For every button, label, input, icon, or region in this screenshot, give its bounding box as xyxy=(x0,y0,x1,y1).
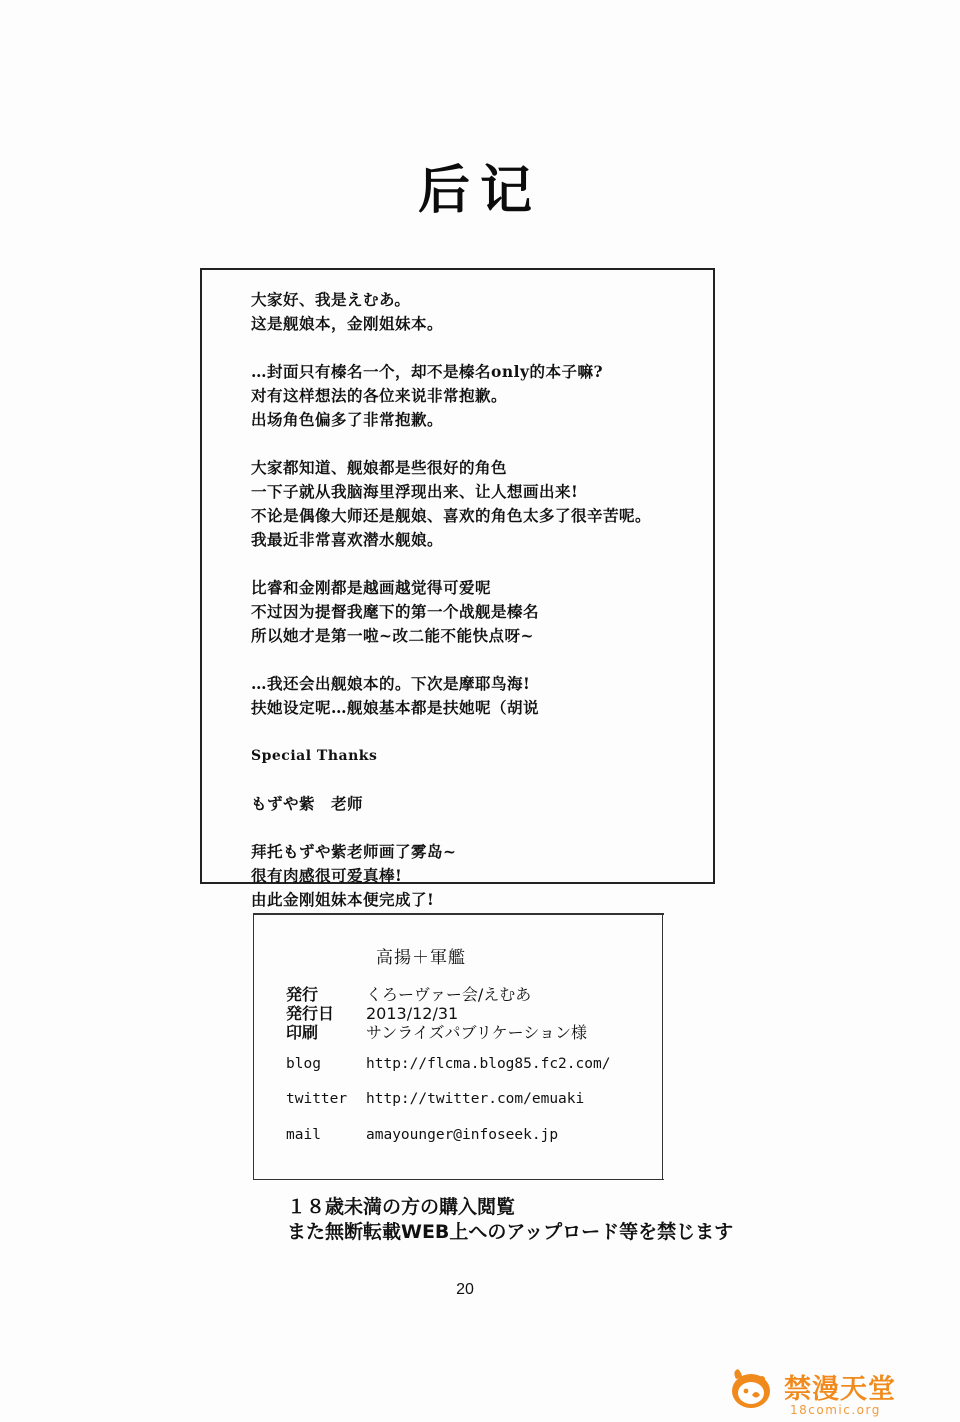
blog-row xyxy=(286,1056,610,1072)
watermark-url: 18comic.org xyxy=(790,1403,881,1417)
colophon-bottom-border xyxy=(253,1179,664,1181)
thanks-name: もずや紫 老师 xyxy=(251,794,364,813)
watermark-name: 禁漫天堂 xyxy=(784,1374,896,1405)
date-value: 2013/12/31 xyxy=(366,1004,459,1023)
afterword-line: 对有这样想法的各位来说非常抱歉。 xyxy=(251,386,508,405)
printer-row xyxy=(286,1020,587,1043)
publisher-label: 発行 xyxy=(286,985,319,1004)
mail-address[interactable]: amayounger@infoseek.jp xyxy=(366,1127,559,1143)
afterword-line: …封面只有榛名一个，却不是榛名only的本子嘛? xyxy=(251,362,604,381)
afterword-text xyxy=(251,288,711,936)
thanks-name-block xyxy=(251,792,711,816)
afterword-paragraph xyxy=(251,360,711,432)
colophon-box xyxy=(253,913,663,1180)
afterword-closing xyxy=(251,840,711,912)
afterword-line: 不过因为提督我麾下的第一个战舰是榛名 xyxy=(251,602,540,621)
site-watermark xyxy=(728,1365,928,1420)
mail-row xyxy=(286,1127,558,1143)
afterword-line: 大家都知道、舰娘都是些很好的角色 xyxy=(251,458,508,477)
twitter-row xyxy=(286,1091,584,1107)
age-notice xyxy=(287,1195,733,1245)
page-number: 20 xyxy=(456,1281,474,1298)
afterword-line: 拜托もずや紫老师画了雾岛~ xyxy=(251,842,457,861)
twitter-label: twitter xyxy=(286,1091,348,1107)
special-thanks-block xyxy=(251,744,711,768)
afterword-line: 很有肉感很可爱真棒! xyxy=(251,866,403,885)
afterword-box xyxy=(200,268,715,909)
afterword-paragraph xyxy=(251,576,711,648)
box-top-border xyxy=(200,268,715,270)
afterword-line: 不论是偶像大师还是舰娘、喜欢的角色太多了很辛苦呢。 xyxy=(251,506,652,525)
printer-label: 印刷 xyxy=(286,1023,319,1042)
book-title: 高揚＋軍艦 xyxy=(376,948,466,968)
colophon-top-border xyxy=(253,913,664,915)
afterword-paragraph xyxy=(251,288,711,336)
afterword-line: …我还会出舰娘本的。下次是摩耶鸟海! xyxy=(251,674,531,693)
afterword-paragraph xyxy=(251,456,711,552)
date-label: 発行日 xyxy=(286,1004,335,1023)
afterword-line: 这是舰娘本，金刚姐妹本。 xyxy=(251,314,444,333)
afterword-paragraph xyxy=(251,672,711,720)
publisher-value: くろーヴァー会/えむあ xyxy=(366,985,532,1004)
printer-value: サンライズパブリケーション様 xyxy=(366,1023,587,1042)
page-title: 后记 xyxy=(417,161,542,221)
afterword-line: 所以她才是第一啦~改二能不能快点呀~ xyxy=(251,626,534,645)
mail-label: mail xyxy=(286,1127,321,1143)
afterword-line: 比睿和金刚都是越画越觉得可爱呢 xyxy=(251,578,492,597)
twitter-url[interactable]: http://twitter.com/emuaki xyxy=(366,1091,585,1107)
blog-url[interactable]: http://flcma.blog85.fc2.com/ xyxy=(366,1056,611,1072)
afterword-line: 由此金刚姐妹本便完成了! xyxy=(251,890,435,909)
special-thanks-heading: Special Thanks xyxy=(251,748,378,764)
afterword-line: 扶她设定呢…舰娘基本都是扶她呢（胡说 xyxy=(251,698,540,717)
mascot-icon xyxy=(728,1365,774,1411)
afterword-line: 一下子就从我脑海里浮现出来、让人想画出来! xyxy=(251,482,579,501)
age-notice-line: １８歳未満の方の購入閲覧 xyxy=(287,1196,516,1218)
afterword-line: 我最近非常喜欢潜水舰娘。 xyxy=(251,530,444,549)
age-notice-line: また無断転載WEB上へのアップロード等を禁じます xyxy=(287,1221,734,1243)
afterword-line: 大家好、我是えむあ。 xyxy=(251,290,411,309)
afterword-line: 出场角色偏多了非常抱歉。 xyxy=(251,410,444,429)
blog-label: blog xyxy=(286,1056,321,1072)
